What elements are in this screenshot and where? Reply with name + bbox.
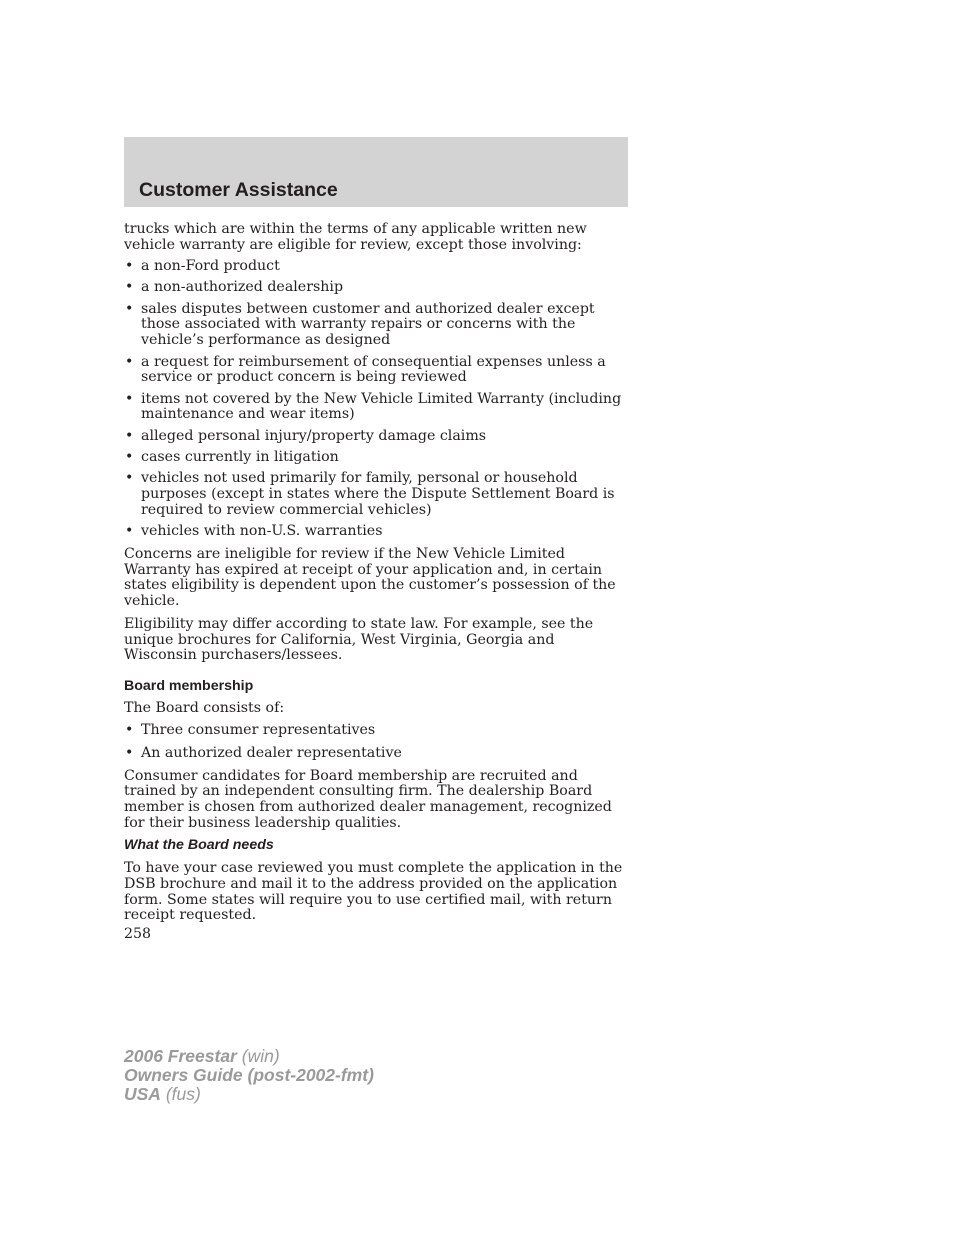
board-intro-paragraph: The Board consists of:	[124, 699, 285, 716]
board-member-list	[124, 723, 630, 761]
bullet-icon: •	[125, 279, 134, 296]
ineligible-paragraph: Concerns are ineligible for review if the New Vehicle Limited Warranty has expired at receipt of your application and, in certain states eligibility is dependent upon the customer’s possession of the vehicle.	[124, 545, 616, 610]
list-item	[124, 723, 630, 739]
list-item-text: alleged personal injury/property damage claims	[141, 427, 487, 444]
bullet-icon: •	[125, 470, 134, 487]
list-item	[124, 259, 630, 275]
list-item	[124, 471, 630, 518]
footer-model-code: (win)	[241, 1046, 280, 1066]
list-item	[124, 429, 630, 445]
bullet-icon: •	[125, 300, 134, 317]
list-item-text: sales disputes between customer and authorized dealer except those associated with warranty repairs or concerns with the vehicle’s performance as designed	[141, 300, 595, 349]
section-title: Customer Assistance	[139, 179, 338, 201]
bullet-icon: •	[125, 258, 134, 275]
list-item-text: a non-Ford product	[141, 258, 280, 275]
exclusion-list	[124, 259, 630, 540]
list-item	[124, 280, 630, 296]
board-needs-heading: What the Board needs	[124, 837, 274, 854]
list-item-text: Three consumer representatives	[141, 722, 376, 739]
footer-model: 2006 Freestar	[124, 1046, 237, 1066]
list-item-text: An authorized dealer representative	[141, 744, 402, 761]
list-item-text: a non-authorized dealership	[141, 279, 344, 296]
board-description-paragraph: Consumer candidates for Board membership are recruited and trained by an independent consulting firm. The dealership Board member is chosen from authorized dealer management, recognized for their business leadership qualities.	[124, 767, 612, 831]
eligibility-paragraph: Eligibility may differ according to state law. For example, see the unique brochures for California, West Virginia, Georgia and Wisconsin purchasers/lessees.	[124, 615, 594, 664]
page-number: 258	[124, 926, 152, 942]
list-item	[124, 746, 630, 762]
bullet-icon: •	[125, 722, 134, 739]
list-item-text: items not covered by the New Vehicle Limited Warranty (including maintenance and wear items)	[141, 390, 622, 423]
board-membership-heading: Board membership	[124, 678, 254, 695]
footer-line-market	[124, 1085, 374, 1104]
bullet-icon: •	[125, 353, 134, 370]
list-item	[124, 392, 630, 424]
list-item	[124, 302, 630, 349]
list-item-text: a request for reimbursement of consequential expenses unless a service or product concern is being reviewed	[141, 353, 606, 386]
footer-market: USA	[124, 1084, 161, 1104]
list-item	[124, 450, 630, 466]
intro-paragraph: trucks which are within the terms of any applicable written new vehicle warranty are eligible for review, except those involving:	[124, 221, 587, 253]
footer-guide: Owners Guide (post-2002-fmt)	[124, 1065, 374, 1085]
list-item-text: cases currently in litigation	[141, 449, 339, 466]
footer-line-guide	[124, 1066, 374, 1085]
bullet-icon: •	[125, 427, 134, 444]
document-footer	[124, 1047, 374, 1104]
section-header-band	[124, 137, 628, 207]
list-item	[124, 524, 630, 540]
footer-line-model	[124, 1047, 374, 1066]
list-item-text: vehicles with non-U.S. warranties	[141, 523, 383, 540]
bullet-icon: •	[125, 523, 134, 540]
board-needs-paragraph: To have your case reviewed you must complete the application in the DSB brochure and mail it to the address provided on the application form. Some states will require you to use certified mail, with return receipt requested.	[124, 859, 623, 924]
list-item-text: vehicles not used primarily for family, personal or household purposes (except in states where the Dispute Settlement Board is required to review commercial vehicles)	[141, 470, 615, 518]
bullet-icon: •	[125, 744, 134, 761]
list-item	[124, 355, 630, 387]
footer-market-code: (fus)	[165, 1084, 201, 1104]
page-content	[124, 222, 630, 924]
bullet-icon: •	[125, 390, 134, 407]
bullet-icon: •	[125, 449, 134, 466]
